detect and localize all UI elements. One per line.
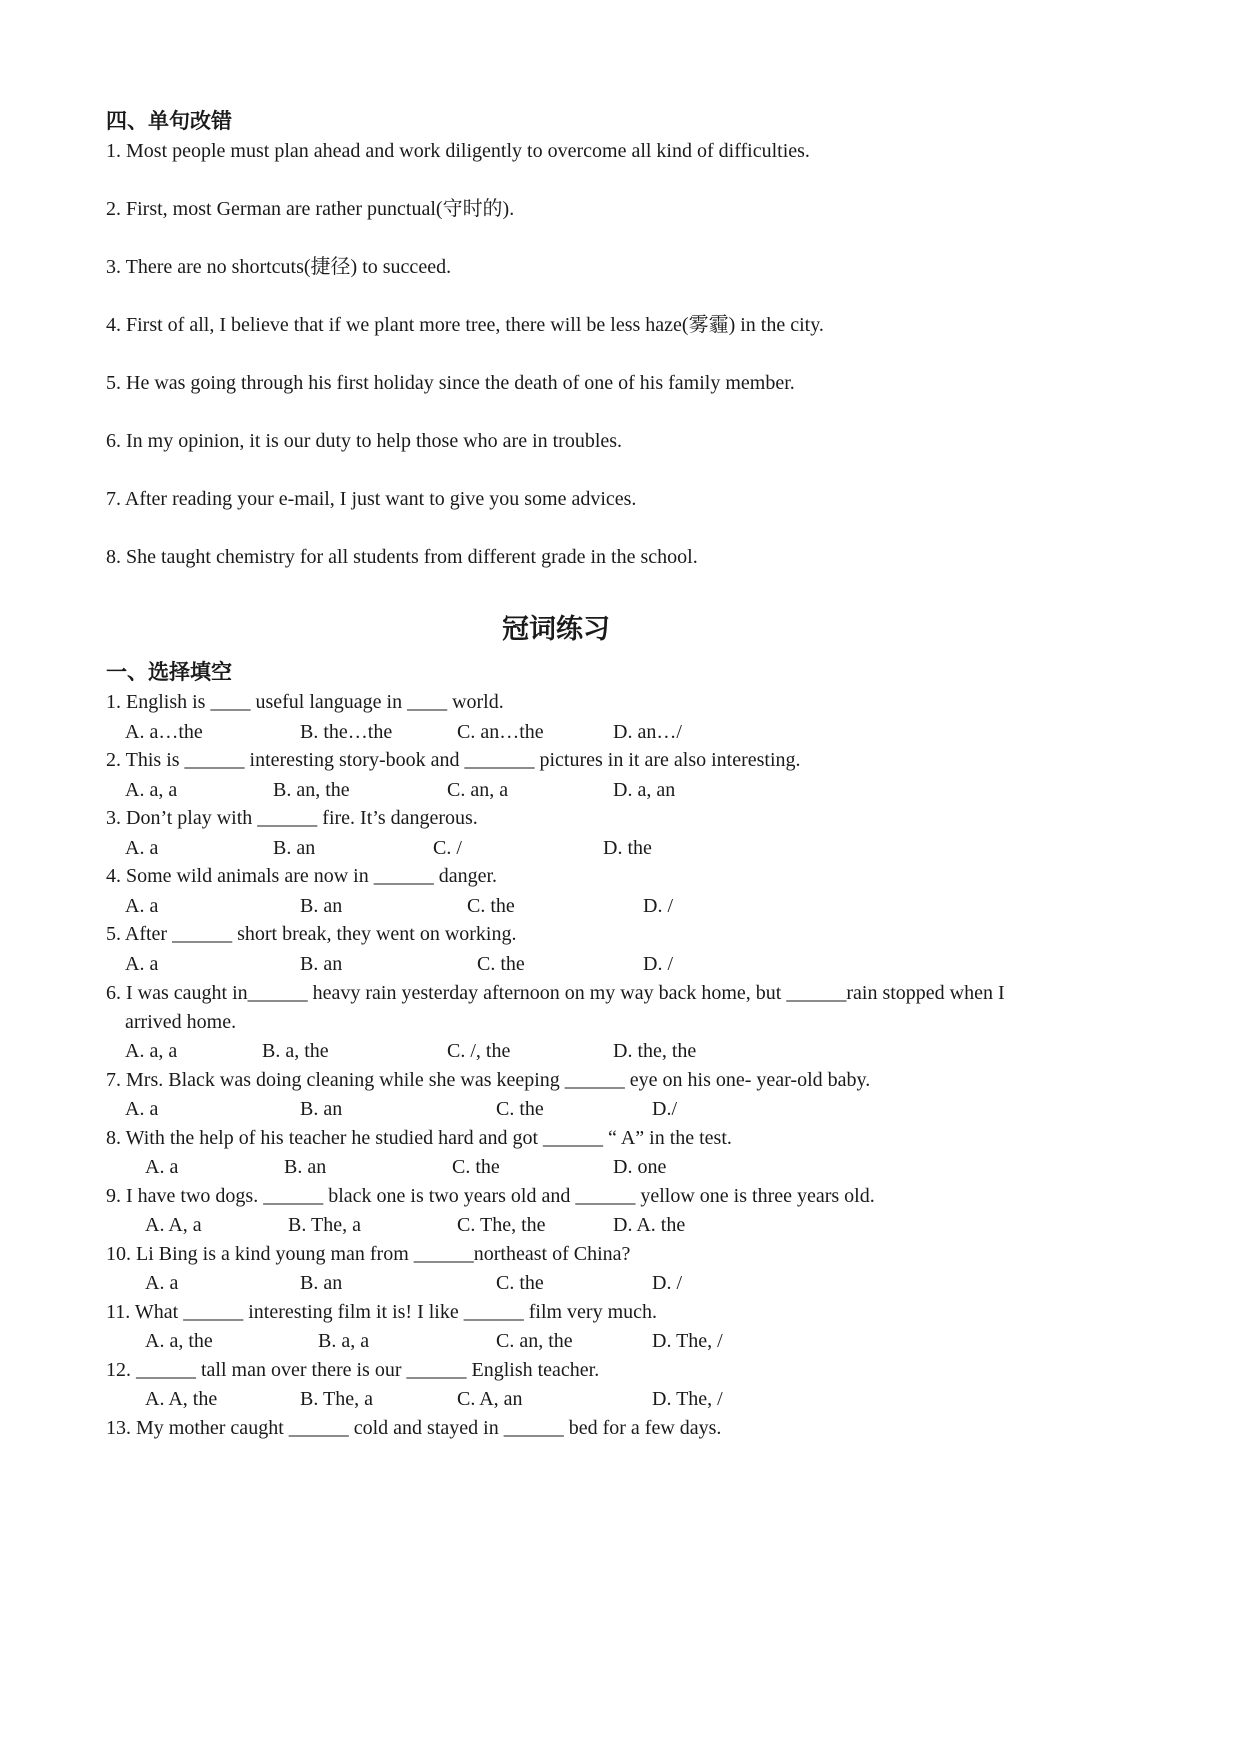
question-3: 3. Don’t play with ______ fire. It’s dangerous.	[106, 807, 478, 829]
correction-item-4: 4. First of all, I believe that if we plant more tree, there will be less haze(雾霾) in the city.	[106, 314, 824, 336]
question-4: 4. Some wild animals are now in ______ danger.	[106, 865, 498, 887]
question-12: 12. ______ tall man over there is our ______ English teacher.	[106, 1359, 600, 1381]
option-5a: A. a	[125, 953, 159, 975]
option-9a: A. A, a	[145, 1214, 202, 1236]
question-11: 11. What ______ interesting film it is! I like ______ film very much.	[106, 1301, 658, 1323]
option-3b: B. an	[273, 837, 316, 859]
option-10d: D. /	[652, 1272, 682, 1294]
correction-item-1: 1. Most people must plan ahead and work diligently to overcome all kind of difficulties.	[106, 140, 810, 162]
option-7a: A. a	[125, 1098, 159, 1120]
option-5b: B. an	[300, 953, 343, 975]
option-12c: C. A, an	[457, 1388, 523, 1410]
option-6d: D. the, the	[613, 1040, 697, 1062]
option-7b: B. an	[300, 1098, 343, 1120]
question-5: 5. After ______ short break, they went on working.	[106, 923, 517, 945]
section-heading-correction: 四、单句改错	[106, 109, 232, 133]
option-12b: B. The, a	[300, 1388, 373, 1410]
option-9b: B. The, a	[288, 1214, 361, 1236]
option-4c: C. the	[467, 895, 515, 917]
option-11c: C. an, the	[496, 1330, 573, 1352]
correction-item-5: 5. He was going through his first holiday since the death of one of his family member.	[106, 372, 795, 394]
option-1a: A. a…the	[125, 721, 203, 743]
question-6: 6. I was caught in______ heavy rain yesterday afternoon on my way back home, but ______rain stopped when I	[106, 982, 1005, 1004]
option-10a: A. a	[145, 1272, 179, 1294]
option-7c: C. the	[496, 1098, 544, 1120]
option-6a: A. a, a	[125, 1040, 178, 1062]
option-4a: A. a	[125, 895, 159, 917]
option-1c: C. an…the	[457, 721, 544, 743]
option-11b: B. a, a	[318, 1330, 370, 1352]
correction-item-8: 8. She taught chemistry for all students from different grade in the school.	[106, 546, 698, 568]
option-3c: C. /	[433, 837, 462, 859]
question-9: 9. I have two dogs. ______ black one is two years old and ______ yellow one is three years old.	[106, 1185, 875, 1207]
option-5d: D. /	[643, 953, 673, 975]
option-2d: D. a, an	[613, 779, 676, 801]
question-7: 7. Mrs. Black was doing cleaning while she was keeping ______ eye on his one- year-old baby.	[106, 1069, 871, 1091]
option-12d: D. The, /	[652, 1388, 723, 1410]
option-6b: B. a, the	[262, 1040, 329, 1062]
option-10c: C. the	[496, 1272, 544, 1294]
correction-item-3: 3. There are no shortcuts(捷径) to succeed.	[106, 256, 452, 278]
option-7d: D./	[652, 1098, 677, 1120]
option-1b: B. the…the	[300, 721, 393, 743]
option-10b: B. an	[300, 1272, 343, 1294]
question-6-continued: arrived home.	[125, 1011, 237, 1033]
option-8b: B. an	[284, 1156, 327, 1178]
option-9d: D. A. the	[613, 1214, 686, 1236]
section-heading-choice: 一、选择填空	[106, 660, 232, 684]
option-4d: D. /	[643, 895, 673, 917]
option-11d: D. The, /	[652, 1330, 723, 1352]
correction-item-2: 2. First, most German are rather punctual(守时的).	[106, 198, 515, 220]
option-5c: C. the	[477, 953, 525, 975]
option-1d: D. an…/	[613, 721, 682, 743]
option-3a: A. a	[125, 837, 159, 859]
option-12a: A. A, the	[145, 1388, 218, 1410]
question-1: 1. English is ____ useful language in ____ world.	[106, 691, 504, 713]
correction-item-6: 6. In my opinion, it is our duty to help those who are in troubles.	[106, 430, 623, 452]
option-9c: C. The, the	[457, 1214, 546, 1236]
option-2c: C. an, a	[447, 779, 509, 801]
question-10: 10. Li Bing is a kind young man from ______northeast of China?	[106, 1243, 631, 1265]
option-2a: A. a, a	[125, 779, 178, 801]
page-title: 冠词练习	[502, 614, 610, 645]
option-3d: D. the	[603, 837, 652, 859]
question-13: 13. My mother caught ______ cold and stayed in ______ bed for a few days.	[106, 1417, 722, 1439]
option-4b: B. an	[300, 895, 343, 917]
option-8c: C. the	[452, 1156, 500, 1178]
question-8: 8. With the help of his teacher he studied hard and got ______ “ A” in the test.	[106, 1127, 732, 1149]
option-8a: A. a	[145, 1156, 179, 1178]
correction-item-7: 7. After reading your e-mail, I just want to give you some advices.	[106, 488, 637, 510]
option-2b: B. an, the	[273, 779, 350, 801]
option-11a: A. a, the	[145, 1330, 213, 1352]
option-6c: C. /, the	[447, 1040, 511, 1062]
option-8d: D. one	[613, 1156, 667, 1178]
question-2: 2. This is ______ interesting story-book and _______ pictures in it are also interesting.	[106, 749, 801, 771]
